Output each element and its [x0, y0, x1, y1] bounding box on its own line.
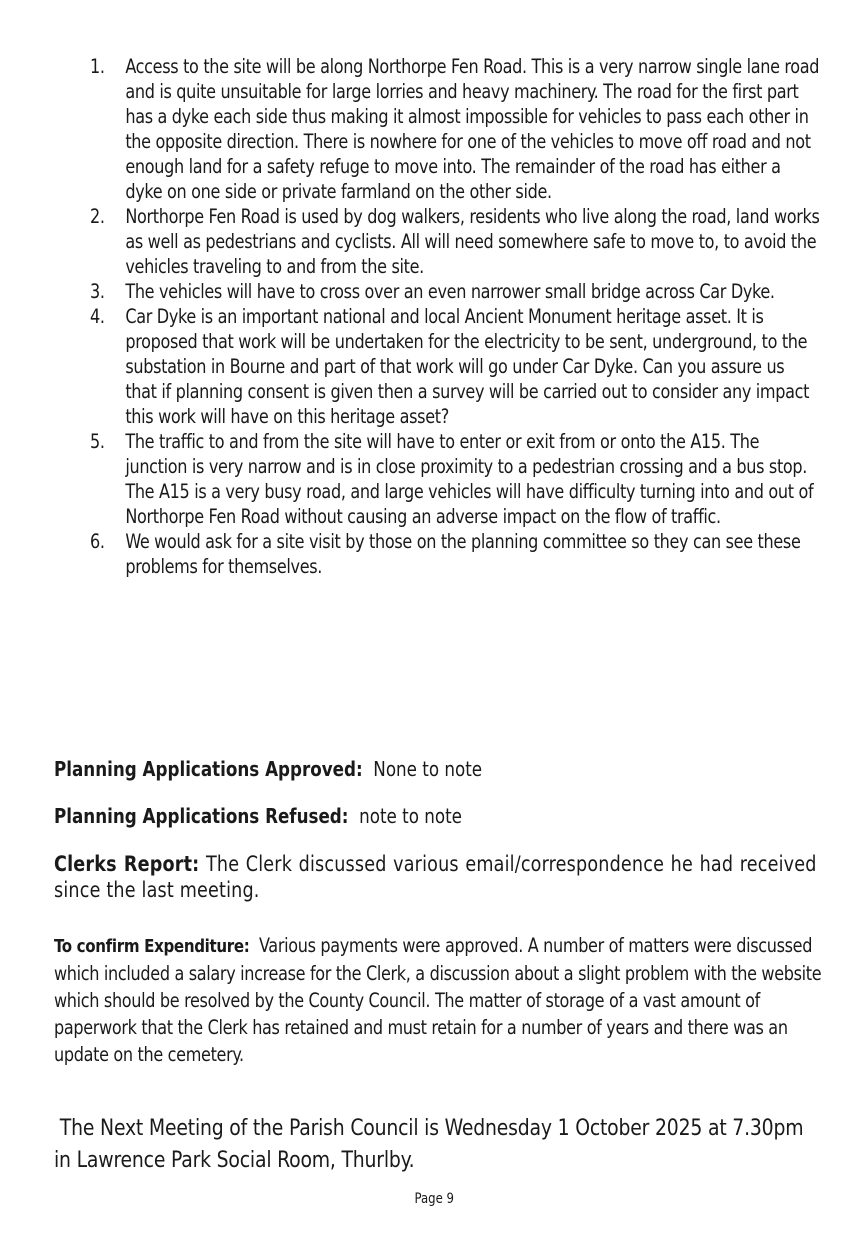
planning-refused-section	[54, 803, 826, 829]
list-item	[90, 54, 820, 204]
list-item-text: Northorpe Fen Road is used by dog walkers, residents who live along the road, land works as well as pedestrians and cyclists. All will need somewhere safe to move to, to avoid the vehicles traveling to and from the site.	[125, 205, 820, 278]
planning-refused-text: note to note	[359, 804, 462, 828]
list-item-number: 4.	[90, 305, 105, 328]
list-item	[90, 204, 820, 279]
list-item-number: 2.	[90, 205, 105, 228]
clerks-report-section	[54, 851, 817, 903]
list-item-number: 6.	[90, 530, 105, 553]
list-item	[90, 304, 820, 429]
planning-refused-label: Planning Applications Refused:	[54, 804, 349, 828]
list-item-number: 5.	[90, 430, 105, 453]
next-meeting-text: The Next Meeting of the Parish Council is Wednesday 1 October 2025 at 7.30pm in Lawrence Park Social Room, Thurlby.	[54, 1115, 810, 1173]
objections-list	[90, 54, 820, 579]
planning-approved-section	[54, 756, 826, 782]
expenditure-text: Various payments were approved. A number of matters were discussed which included a salary increase for the Clerk, a discussion about a slight problem with the website which should be resolved by the County Council. The matter of storage of a vast amount of paperwork that the Clerk has retained and must retain for a number of years and there was an update on the cemetery.	[54, 934, 822, 1066]
list-item-text: Access to the site will be along Northorpe Fen Road. This is a very narrow single lane road and is quite unsuitable for large lorries and heavy machinery. The road for the first part has a dyke each side thus making it almost impossible for vehicles to pass each other in the opposite direction. There is nowhere for one of the vehicles to move off road and not enough land for a safety refuge to move into. The remainder of the road has either a dyke on one side or private farmland on the other side.	[125, 55, 820, 203]
list-item-text: Car Dyke is an important national and local Ancient Monument heritage asset. It is proposed that work will be undertaken for the electricity to be sent, underground, to the substation in Bourne and part of that work will go under Car Dyke. Can you assure us that if planning consent is given then a survey will be carried out to consider any impact this work will have on this heritage asset?	[125, 305, 810, 428]
planning-approved-text: None to note	[373, 757, 483, 781]
clerks-report-label: Clerks Report:	[54, 852, 200, 876]
list-item	[90, 429, 820, 529]
planning-approved-label: Planning Applications Approved:	[54, 757, 363, 781]
list-item-number: 3.	[90, 280, 105, 303]
page-footer	[0, 1190, 868, 1208]
page-number: Page 9	[414, 1191, 454, 1207]
list-item-text: The vehicles will have to cross over an even narrower small bridge across Car Dyke.	[125, 280, 775, 303]
expenditure-section	[54, 932, 826, 1068]
clerks-report-text: The Clerk discussed various email/correspondence he had received since the last meeting.	[54, 852, 817, 902]
expenditure-label: To confirm Expenditure:	[54, 936, 250, 957]
list-item-number: 1.	[90, 55, 105, 78]
list-item-text: The traffic to and from the site will have to enter or exit from or onto the A15. The junction is very narrow and is in close proximity to a pedestrian crossing and a bus stop. The A15 is a very busy road, and large vehicles will have difficulty turning into and out of Northorpe Fen Road without causing an adverse impact on the flow of traffic.	[125, 430, 814, 528]
list-item	[90, 529, 820, 579]
next-meeting-section	[54, 1112, 826, 1176]
list-item-text: We would ask for a site visit by those on the planning committee so they can see these problems for themselves.	[125, 530, 801, 578]
list-item	[90, 279, 820, 304]
